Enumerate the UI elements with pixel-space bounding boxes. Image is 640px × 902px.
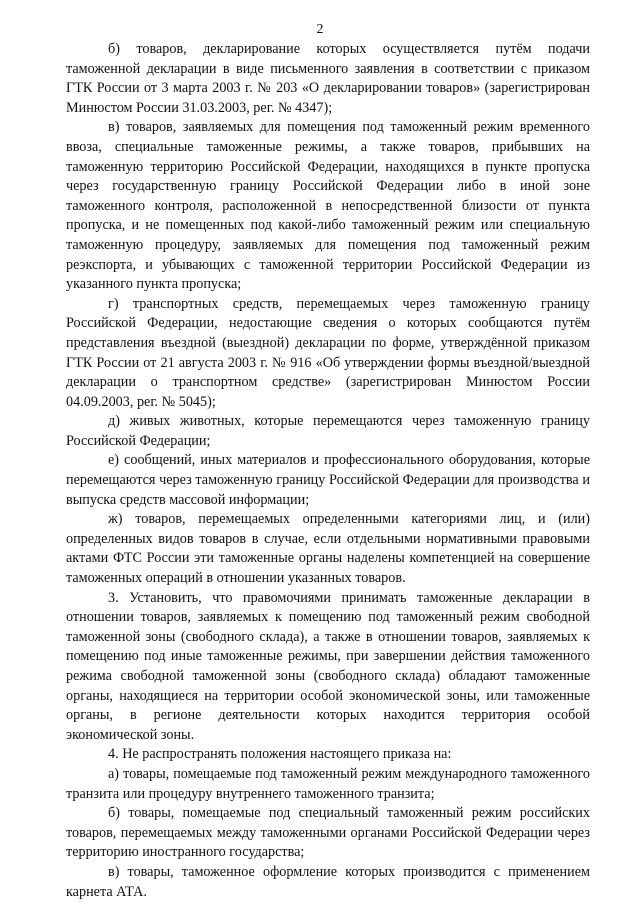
paragraph-item-v: в) товаров, заявляемых для помещения под таможенный режим временного ввоза, специальные таможенные режимы, а также товаров, прибывших на таможенную территорию Российской Федерации, находящихся в пункте пропуска через государственную границу Российской Федерации либо в иной зоне таможенного контроля, расположенной в непосредственной близости от пункта пропуска, и не помещенных под какой-либо таможенный режим или специальную таможенную процедуру, заявляемых для помещения под таможенный режим реэкспорта, и убывающих с таможенной территории Российской Федерации из указанного пункта пропуска; (66, 119, 590, 293)
paragraph-section-4: 4. Не распространять положения настоящего приказа на: (108, 746, 452, 763)
paragraph-item-d: д) живых животных, которые перемещаются через таможенную границу Российской Федерации; (66, 413, 590, 449)
document-body (66, 40, 590, 902)
paragraph-section-3: 3. Установить, что правомочиями принимать таможенные декларации в отношении товаров, заявляемых к помещению под таможенный режим свободной таможенной зоны (свободного склада), а также в отношении товаров, заявляемых к помещению под иные таможенные режимы, при завершении действия таможенного режима свободной таможенной зоны (свободного склада) обладают таможенные органы, находящиеся на территории особой экономической зоны, или таможенные органы, в регионе деятельности которых находится территория особой экономической зоны. (66, 589, 590, 743)
paragraph-item-zh: ж) товаров, перемещаемых определенными категориями лиц, и (или) определенных видов товаров в случае, если отдельными нормативными правовыми актами ФТС России эти таможенные органы наделены компетенцией на совершение таможенных операций в отношении указанных товаров. (66, 511, 590, 587)
paragraph-section-4-item-b: б) товары, помещаемые под специальный таможенный режим российских товаров, перемещаемых между таможенными органами Российской Федерации через территорию иностранного государства; (66, 805, 590, 861)
paragraph-item-g: г) транспортных средств, перемещаемых через таможенную границу Российской Федерации, недостающие сведения о которых сообщаются путём представления въездной (выездной) декларации по форме, утверждённой приказом ГТК России от 21 августа 2003 г. № 916 «Об утверждении формы въездной/выездной декларации о транспортном средстве» (зарегистрирован Минюстом России 04.09.2003, рег. № 5045); (66, 295, 590, 410)
paragraph-section-4-item-a: а) товары, помещаемые под таможенный режим международного таможенного транзита или процедуру внутреннего таможенного транзита; (66, 765, 590, 802)
paragraph-item-e: е) сообщений, иных материалов и профессионального оборудования, которые перемещаются через таможенную границу Российской Федерации для производства и выпуска средств массовой информации; (66, 452, 590, 508)
paragraph-section-4-item-v: в) товары, таможенное оформление которых производится с применением карнета АТА. (66, 863, 590, 900)
paragraph-item-b: б) товаров, декларирование которых осуществляется путём подачи таможенной декларации в виде письменного заявления в соответствии с приказом ГТК России от 3 марта 2003 г. № 203 «О декларировании товаров» (зарегистрирован Минюстом России 31.03.2003, рег. № 4347); (66, 41, 590, 116)
page-number: 2 (316, 22, 324, 37)
